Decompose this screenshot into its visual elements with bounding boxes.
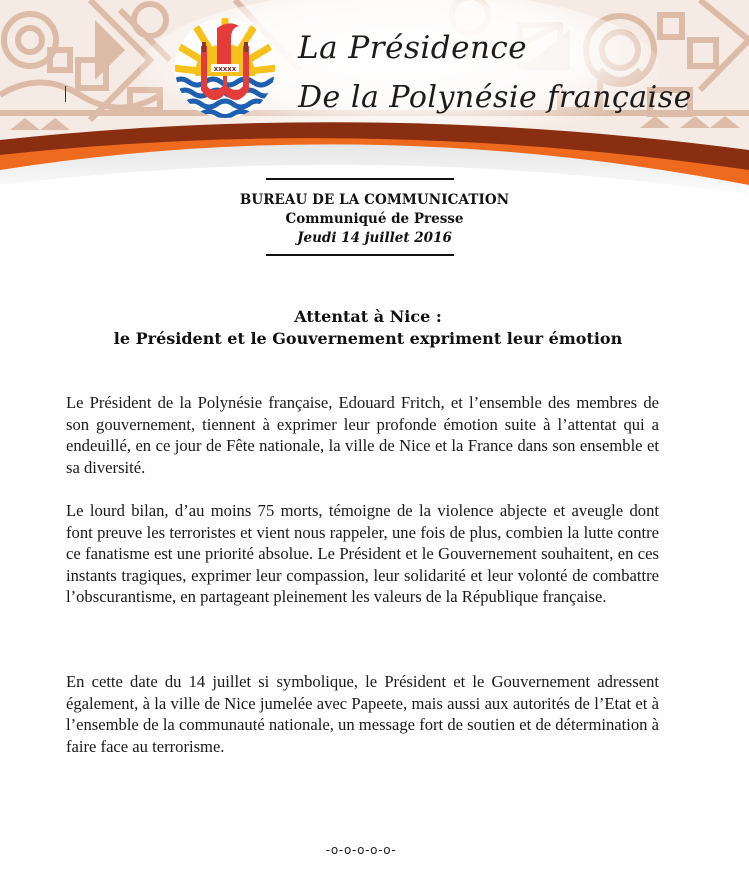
divider-top [266, 178, 454, 180]
letterhead-title-line2: De la Polynésie française [298, 80, 692, 115]
divider-bottom [266, 254, 454, 256]
letterhead-banner [0, 0, 749, 200]
document-type: Communiqué de Presse [285, 211, 464, 227]
document-date: Jeudi 14 juillet 2016 [297, 230, 452, 246]
text-cursor [65, 86, 66, 102]
body-paragraph-2: Le lourd bilan, d’au moins 75 morts, témoigne de la violence abjecte et aveugle dont font preuve les terroristes et vient nous rappeler, une fois de plus, combien la lutte contre ce fanatisme est une priorité absolue. Le Président et le Gouvernement souhaitent, en ces instants tragiques, exprimer leur compassion, leur solidarité et leur volonté de combattre l’obscurantisme, en partageant pleinement les valeurs de la République française. [66, 501, 659, 606]
body-paragraph-1: Le Président de la Polynésie française, Edouard Fritch, et l’ensemble des membres de son gouvernement, tiennent à exprimer leur profonde émotion suite à l’attentat qui a endeuillé, en ce jour de Fête nationale, la ville de Nice et la France dans son ensemble et sa diversité. [66, 393, 659, 477]
end-of-document-mark: -o-o-o-o-o- [325, 843, 397, 857]
svg-text:xxxxx: xxxxx [213, 65, 237, 73]
bureau-label: BUREAU DE LA COMMUNICATION [239, 192, 510, 208]
polynesia-coat-of-arms-icon [173, 16, 277, 120]
body-paragraph-3: En cette date du 14 juillet si symbolique, le Président et le Gouvernement adressent également, à la ville de Nice jumelée avec Papeete, mais aussi aux autorités de l’Etat et à l’ensemble de la communauté nationale, un message fort de soutien et de détermination à faire face au terrorisme. [66, 672, 659, 756]
headline-line2: le Président et le Gouvernement expriment leur émotion [113, 329, 623, 348]
headline-line1: Attentat à Nice : [294, 307, 442, 326]
letterhead-title-line1: La Présidence [298, 30, 528, 66]
